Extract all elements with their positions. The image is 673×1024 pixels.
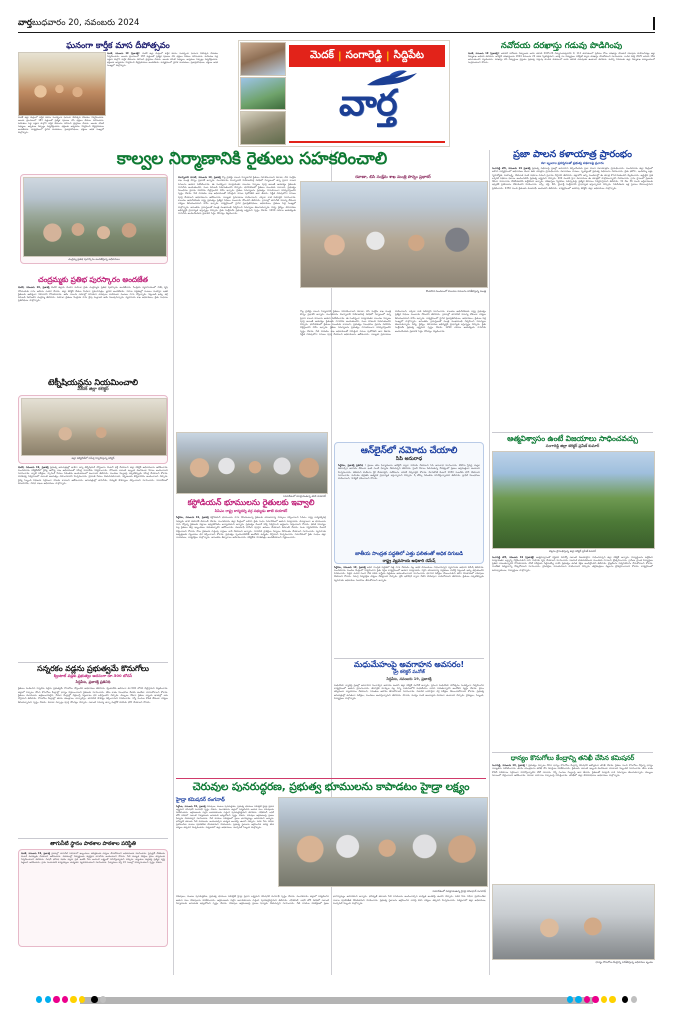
headline-technicians: టెక్నీషియన్లను నియమించాలి [48, 377, 138, 387]
body-chandramma [18, 286, 168, 382]
paper-name-small: వార్త [18, 18, 32, 28]
teaser-body-navodaya: జవహర్ నవోదయ విద్యాలయ ఆరవ తరగతి 2025-26 విద్యాసంవత్సరానికి 9, 112 తరగతులలో ప్రవేశాల కోసం దరఖాస్తు చేసుకునే గడువును పొడిగించినట్లు జిల్లా విద్యాశాఖ అధికారి తెలిపారు. ఆన్‌లైన్ దరఖాస్తులను 2024 డిసెంబరు 20 వరకు స్వీకరిస్తామని, ఆసక్తి గల విద్యార్థులు వెబ్‌సైట్ ద్వారా దరఖాస్తు చేసుకోవాలని సూచించారు. ఎంపిక పరీక్ష 2025 జనవరి 18న జరుగుతుందని వెల్లడించారు. దరఖాస్తు చేసే విద్యార్థులు ప్రస్తుతం ప్రభుత్వ గుర్తింపు పొందిన పాఠశాలలో ఐదవ తరగతి చదువుతూ ఉండాలని తెలిపారు. మరిన్ని వివరాలకు జిల్లా విద్యాశాఖ కార్యాలయంలో సంప్రదించాలని కోరారు. [468, 52, 655, 65]
divider-hydra [176, 778, 486, 779]
photo-hydra [278, 797, 488, 887]
article-paddy [18, 662, 168, 825]
reg-dot-cyan-3 [567, 996, 573, 1003]
teaser-karthika [18, 40, 218, 134]
reg-dot-magenta-2 [62, 996, 68, 1003]
body-text-density: అధిక సాంద్రత పద్ధతిలో పత్తి సాగు చేయడం వల్ల అధిక దిగుబడులు సాధించవచ్చని వ్యవసాయ అధికారి రమేష్ తెలిపారు. మంగళవారం మండల కేంద్రంలో నిర్వహించిన రైతు శిక్షణ కార్యక్రమంలో ఆయన మాట్లాడారు. సరైన యాజమాన్య పద్ధతులు పాటిస్తే పెట్టుబడి ఖర్చు తగ్గుతుందని వివరించారు. విత్తన ఎంపిక నుంచి కోత వరకు శాస్త్రీయ పద్ధతులు అవలంబించాలని సూచించారు. భూసార పరీక్షలు చేయించుకుని తగిన మోతాదులో ఎరువులు వేయాలని కోరారు. సమగ్ర సస్యరక్షణ చర్యలు చేపట్టాలని చెప్పారు. డ్రిప్ ఇరిగేషన్ ద్వారా నీటిని పొదుపుగా వాడుకోవాలని తెలిపారు. రైతులు ఎప్పటికప్పుడు వ్యవసాయ అధికారుల సలహాలు తీసుకోవాలని అన్నారు. [334, 565, 484, 582]
subhead-paddy: క్వింటాల్ వడ్లకు ప్రభుత్వం అదనంగా రూ.500 బోనస్ [53, 673, 133, 679]
body-hydra-2 [176, 895, 486, 977]
reg-dot-magenta-4 [592, 996, 598, 1003]
divider-confidence [492, 432, 653, 433]
column-rule-3 [489, 150, 490, 975]
dateline-grain: సంగారెడ్డి, నవంబరు 19, ప్రజాశక్తి : [492, 764, 528, 768]
column-4 [492, 150, 655, 975]
kicker-kalayatra: కళా బృందాల ప్రదర్శనలతో ప్రభుత్వ పథకాలపై ప్రచారం [541, 160, 604, 165]
headline-density: జాతీయ సాంద్రత పద్ధతిలో ఎత్తు ఫలితంతో అధిక దిగుబడి [355, 551, 463, 557]
teaser-navodaya [468, 40, 655, 138]
headline-water: తాగునీటి స్థానం పాఠశాల పాఠశాల పరిస్థితి [50, 840, 136, 847]
body-text-hydra-1: చెరువులు, కుంటల పునరుద్ధరణ, ప్రభుత్వ భూముల పరిరక్షణే హైడ్రా ప్రధాన లక్ష్యమని కమిషనర్ రంగనాథ్ స్పష్టం చేశారు. మంగళవారం జిల్లాలో పర్యటించిన ఆయన పలు చెరువులను పరిశీలించారు. ఆక్రమణలకు గురైన జలాశయాలను గుర్తించి పునరుద్ధరిస్తామని తెలిపారు. ఎఫ్‌టిఎల్, బఫర్ జోన్ పరిధిలో ఎలాంటి నిర్మాణాలకు అనుమతి ఇవ్వబోమని స్పష్టం చేశారు. చెరువుల ఆక్రమణలపై ప్రజలు ఫిర్యాదు చేయవచ్చని సూచించారు. నీటి వనరుల పరిరక్షణలో ప్రజల భాగస్వామ్యం అవసరమని అన్నారు. భవిష్యత్ తరాలకు నీటి వనరులను అందించాల్సిన బాధ్యత అందరిపై ఉందని చెప్పారు. వరద నీరు సాఫీగా ప్రవహించేలా నాలాల పూడికతీత చేపడతామని వివరించారు. ప్రభుత్వ స్థలాలను ఆక్రమించిన వారిపై కఠిన చర్యలు తప్పవని హెచ్చరించారు. పర్యటనలో జిల్లా అధికారులు, మున్సిపల్ సిబ్బంది పాల్గొన్నారు. [176, 804, 274, 830]
dateline-diabetes-sub: సిద్దిపేట, నవంబరు 19, ప్రజాశక్తి [386, 676, 432, 681]
article-density [334, 552, 484, 658]
body-text-hydra-2: చెరువులు, కుంటల పునరుద్ధరణ, ప్రభుత్వ భూముల పరిరక్షణే హైడ్రా ప్రధాన లక్ష్యమని కమిషనర్ రంగనాథ్ స్పష్టం చేశారు. మంగళవారం జిల్లాలో పర్యటించిన ఆయన పలు చెరువులను పరిశీలించారు. ఆక్రమణలకు గురైన జలాశయాలను గుర్తించి పునరుద్ధరిస్తామని తెలిపారు. ఎఫ్‌టిఎల్, బఫర్ జోన్ పరిధిలో ఎలాంటి నిర్మాణాలకు అనుమతి ఇవ్వబోమని స్పష్టం చేశారు. చెరువుల ఆక్రమణలపై ప్రజలు ఫిర్యాదు చేయవచ్చని సూచించారు. నీటి వనరుల పరిరక్షణలో ప్రజల భాగస్వామ్యం అవసరమని అన్నారు. భవిష్యత్ తరాలకు నీటి వనరులను అందించాల్సిన బాధ్యత అందరిపై ఉందని చెప్పారు. వరద నీరు సాఫీగా ప్రవహించేలా నాలాల పూడికతీత చేపడతామని వివరించారు. ప్రభుత్వ స్థలాలను ఆక్రమించిన వారిపై కఠిన చర్యలు తప్పవని హెచ్చరించారు. పర్యటనలో జిల్లా అధికారులు, మున్సిపల్ సిబ్బంది పాల్గొన్నారు. [176, 895, 486, 905]
subhead-hydra: హైడ్రా కమిషనర్ రంగనాథ్ [176, 796, 225, 803]
headline-online: ఆన్‌లైన్‌లో నమోదు చేయాలి [360, 446, 458, 456]
headline-paddy: సన్నరకం వడ్లను ప్రభుత్వమే కొనుగోలు [37, 663, 149, 673]
body-density [334, 566, 484, 658]
headline-grain: ధాన్యం కొనుగోలు కేంద్రాన్ని తనిఖీ చేసిన కమిషనర్ [510, 753, 635, 762]
body-hydra-1 [176, 805, 274, 887]
reg-dot-black-2 [622, 996, 628, 1003]
body-custodian [176, 516, 326, 806]
divider-water [18, 838, 168, 839]
article-kalayatra [492, 150, 653, 435]
headline-hydra: చెరువుల పునరుద్ధరణ, ప్రభుత్వ భూములను కాపాడటం హైడ్రా లక్ష్యం [192, 781, 470, 793]
logo-thumb-temple [240, 42, 286, 76]
photo-technicians [21, 398, 167, 456]
masthead-bar [18, 18, 655, 33]
reg-dot-grey [100, 996, 106, 1003]
dateline-water: మెదక్, నవంబరు 19, ప్రజాశక్తి [21, 851, 50, 855]
caption-custodian: సమావేశంలో మాట్లాడుతున్న తాటి దయాకర్ [283, 495, 326, 499]
edition-separator-2: | [386, 50, 390, 62]
article-chandramma [18, 276, 168, 382]
reg-dot-cyan-4 [575, 996, 581, 1003]
dateline-chandramma: మెదక్, నవంబరు 19, ప్రజాశక్తి [18, 286, 50, 290]
reg-dot-cyan-1 [36, 996, 42, 1003]
caption-hydra: సమావేశంలో మాట్లాడుతున్న హైడ్రా కమిషనర్ రంగనాథ్ [432, 890, 486, 894]
teaser-body-karthika: మెదక్ జిల్లా కేంద్రంలో కార్తీక మాసం సందర్భంగా ఘనంగా దీపోత్సవ వేడుకలు నిర్వహించారు. ఆలయ ప్రాంగణంలో 183 వత్తులతో ప్రత్యేక పూజలు చేసి భక్తులు దీపాలు వెలిగించారు. మహిళలు పెద్ద ఎత్తున పాల్గొని కార్తీక దీపాలను వెలిగించి ప్రార్థనలు చేశారు. ఆలయ కమిటీ సభ్యులు, అర్చకులు ఏర్పాట్లు పర్యవేక్షించారు. భక్తులకు అన్నదానం నిర్వహించి తీర్థప్రసాదాలు అందజేశారు. కార్యక్రమంలో స్థానిక నాయకులు, ప్రజాప్రతినిధులు, భక్తులు అధిక సంఖ్యలో పాల్గొన్నారు. [107, 52, 218, 68]
divider-paddy [18, 662, 168, 663]
photo-grain [492, 884, 655, 960]
subhead-density: రాష్ట్ర వ్యవసాయ అధికారి రమేష్ [382, 557, 436, 563]
body-technicians [18, 466, 168, 622]
headline-diabetes: మధుమేహంపై అవగాహన అవసరం! [353, 659, 465, 669]
page-number-mark [653, 17, 655, 30]
subhead-technicians: మెదక్ జిల్లా కలెక్టర్ [77, 387, 109, 393]
edition-siddipet: సిద్దిపేట [393, 48, 425, 61]
dateline-online: సిద్దిపేట, ప్రజాశక్తి ప్రతినిధి : [338, 464, 366, 468]
masthead-logo-block [238, 40, 450, 147]
dateline-hydra: సిద్దిపేట, నవంబరు 19, ప్రజాశక్తి [176, 804, 206, 808]
article-water [18, 838, 168, 947]
caption-technicians: జిల్లా కలెక్టరేట్‌లో సమీక్ష నిర్వహిస్తున్న కలెక్టర్ [71, 457, 115, 461]
dateline-custodian: సిద్దిపేట, నవంబరు 19, ప్రజాశక్తి [176, 516, 209, 520]
body-water [21, 852, 165, 944]
body-text-kalayatra: ప్రభుత్వ పథకాలపై ప్రజల్లో అవగాహన కల్పించేందుకు ప్రజా పాలన కళాయాత్రను ప్రారంభించారు. మంగళవారం జిల్లా కేంద్రంలో జరిగిన కార్యక్రమంలో అధికారులు జెండా ఊపి యాత్రను ప్రారంభించారు. కళాకారులు పాటలు, నృత్యాలతో ప్రభుత్వ పథకాలను వివరించారు. రైతు భరోసా, ఇందిరమ్మ ఇళ్లు, గృహజ్యోతి, మహాలక్ష్మి, చేయూత వంటి పథకాల గురించి ప్రచారం చేస్తారని తెలిపారు. జిల్లాలోని అన్ని మండలాల్లో ఈ యాత్ర కొనసాగుతుందని వెల్లడించారు. అర్హులైన ప్రతి ఒక్కరికీ పథకాల ఫలాలు అందించడమే ప్రభుత్వ లక్ష్యమని చెప్పారు. 200 మందికి పైగా కళాకారులు ఈ యాత్రలో పాల్గొంటున్నారని వివరించారు. గ్రామ స్థాయిలో ప్రజలకు నేరుగా సమాచారం చేరవేయడమే ఉద్దేశమని అన్నారు. దరఖాస్తుల స్వీకరణ, పరిష్కారంపై ప్రత్యేక శిబిరాలు నిర్వహిస్తామని తెలిపారు. 31 వేల 36 మంది లబ్ధిదారులకు ఇప్పటికే ప్రయోజనం చేకూరిందని వివరించారు. ఎస్సీ, ఎస్టీ, బీసీ, మైనార్టీ సంక్షేమానికి ప్రాధాన్యత ఇస్తున్నామని చెప్పారు. నిరుపేదలకు ఇళ్ల స్థలాలు కేటాయిస్తామని ప్రకటించారు. 4350 మంది రైతులకు రుణమాఫీ అందిందని తెలిపారు. కార్యక్రమంలో అదనపు కలెక్టర్, జిల్లా అధికారులు పాల్గొన్నారు. [492, 166, 653, 190]
article-confidence [492, 432, 653, 722]
subhead-confidence: సంగారెడ్డి జిల్లా కలెక్టర్ ప్రవీణ్ కుమార్ [545, 443, 600, 449]
masthead-date: బుధవారం 20, నవంబరు 2024 [31, 18, 140, 28]
subhead-online: సిపి అనురాధ [395, 456, 423, 463]
reg-dot-yellow-4 [609, 996, 615, 1003]
teaser-photo-left [18, 52, 106, 116]
lead-body-text-1: గొల్ల ప్రాజెక్టు కాలువ నిర్మాణానికి రైతులు సహకరించాలని రవాణా, బిసి సంక్షేమ శాఖ మంత్రి పొన్నం ప్రభాకర్ అన్నారు. మంగళవారం హుస్నాబాద్ నియోజకవర్గ పరిధిలో నిర్మాణంలో ఉన్న ప్రధాన కాలువ పనులను ఆయన పరిశీలించారు. ఈ సందర్భంగా మాట్లాడుతూ కాలువల నిర్మాణం పూర్తి అయితే ఆయకట్టు రైతులకు సాగునీరు అందుతుందని, పంట దిగుబడి పెరుగుతుందని చెప్పారు. భూసేకరణలో రైతులు ముందుకు రావాలని, ప్రభుత్వం నిబంధనల ప్రకారం పరిహారం చెల్లిస్తుందని హామీ ఇచ్చారు. రైతుల సమస్యలను ప్రభుత్వం సానుకూలంగా పరిష్కరిస్తుందని స్పష్టం చేశారు. నీటి పారుదల శాఖ అధికారులతో సమీక్షించి పనుల పురోగతిని ఆరా తీశారు. నిర్ణీత గడువులోగా పనులు పూర్తి చేయాలని అధికారులను ఆదేశించారు. నాణ్యతా ప్రమాణాలు పాటించాలని, ఎక్కడా రాజీ పడవద్దని సూచించారు. కాలువల ఆధునీకరణకు రాష్ట్ర ప్రభుత్వం ప్రత్యేక నిధులు మంజూరు చేసిందని తెలిపారు. గ్రామాల్లో తాగునీటి సమస్య లేకుండా చర్యలు తీసుకుంటామని హామీ ఇచ్చారు. కార్యక్రమంలో స్థానిక ప్రజాప్రతినిధులు, అధికారులు, రైతులు పెద్ద సంఖ్యలో పాల్గొన్నారు. అనంతరం గ్రామస్థులతో మంత్రి ముఖాముఖి నిర్వహించి సమస్యలు తెలుసుకున్నారు. విద్య, వైద్యం, రహదారుల అభివృద్ధికి ప్రాధాన్యత ఇస్తున్నట్లు చెప్పారు. రైతు సంక్షేమమే ప్రభుత్వ లక్ష్యమని స్పష్టం చేశారు. 1290 ఎకరాల ఆయకట్టుకు సాగునీరు అందించేందుకు ప్రణాళిక సిద్ధం చేసినట్లు వెల్లడించారు. [178, 176, 296, 216]
body-paddy [18, 687, 168, 825]
body-text-online: ప్రజలు తమ ఫిర్యాదులను ఆన్‌లైన్ ద్వారా నమోదు చేయాలని సిపి అనురాధ సూచించారు. పోలీసు స్టేషన్ల చుట్టూ తిరగాల్సిన అవసరం లేకుండా ఇంటి నుంచే ఫిర్యాదు చేయవచ్చని తెలిపారు. సైబర్ నేరాలు పెరుగుతున్న నేపథ్యంలో ప్రజలు అప్రమత్తంగా ఉండాలని హెచ్చరించారు. తెలియని లింక్‌లను క్లిక్ చేయవద్దని, ఓటీపీలను ఎవరికీ చెప్పవద్దని కోరారు. మోసపోతే వెంటనే 1930 నంబర్‌కు ఫోన్ చేయాలని సూచించారు. మహిళల భద్రతకు అత్యధిక ప్రాధాన్యత ఇస్తున్నామని చెప్పారు. షీ టీమ్స్ నిరంతరం పనిచేస్తున్నాయని తెలిపారు. ట్రాఫిక్ నిబంధనలు పాటించాలని, హెల్మెట్ ధరించాలని కోరారు. [338, 464, 480, 481]
body-text-custodian: కస్టోడియన్ భూములను సాగు చేసుకుంటున్న రైతులకు యాజమాన్య హక్కులు కల్పించాలని సిపిఎం రాష్ట్ర కార్యదర్శివర్గ సభ్యుడు తాటి దయాకర్ డిమాండ్ చేశారు. మంగళవారం జిల్లా కేంద్రంలో జరిగిన రైతు సంఘ సమావేశంలో ఆయన మాట్లాడారు. దశాబ్దాలుగా ఆ భూములను సాగు చేస్తున్న రైతులకు పట్టాలు ఇవ్వకపోవడం అన్యాయమని అన్నారు. ప్రభుత్వం వెంటనే సర్వే నిర్వహించి అర్హులను గుర్తించాలని కోరారు. ధరణి సమస్యల వల్ల రైతులు తీవ్ర ఇబ్బందులు పడుతున్నారని ఆరోపించారు. రుణమాఫీ హామీని పూర్తిగా అమలు చేయాలని డిమాండ్ చేశారు. పంట నష్టపరిహారం వెంటనే చెల్లించాలని కోరారు. కౌలు రైతులకు గుర్తింపు కార్డులు జారీ చేయాలని అన్నారు. సాగునీటి ప్రాజెక్టుల నిర్మాణం వేగవంతం చేయాలని సూచించారు. వ్యవసాయ ఉత్పత్తులకు గిట్టుబాటు ధర కల్పించాలని కోరారు. ప్రభుత్వం స్పందించకపోతే ఆందోళన ఉధృతం చేస్తామని హెచ్చరించారు. సమావేశంలో రైతు సంఘం జిల్లా నాయకులు, కార్యకర్తలు పాల్గొన్నారు. అనంతరం తీర్మానాలు ఆమోదించారు. కలెక్టర్‌కు వినతిపత్రం అందజేయాలని నిర్ణయించారు. [176, 516, 326, 540]
reg-dot-yellow-1 [70, 996, 76, 1003]
body-text-chandramma: మెదక్ జిల్లాకు చెందిన మహిళా రైతు చంద్రమ్మకు ప్రతిభ పురస్కారం అందజేశారు. సేంద్రియ వ్యవసాయంలో విశేష కృషి చేసినందుకు గాను ఆమెను ఎంపిక చేశారు. జిల్లా కలెక్టర్ చేతుల మీదుగా ప్రశంసాపత్రం, జ్ఞాపిక అందజేశారు. సహజ పద్ధతుల్లో పంటలు పండిస్తూ ఇతర రైతులకు ఆదర్శంగా నిలిచారని కొనియాడారు. ఆమె నాలుగు ఎకరాల్లో రసాయన ఎరువులు వాడకుండా పంటలు సాగు చేస్తున్నారు. పెట్టుబడి ఖర్చు తగ్గి దిగుబడి పెరిగిందని చంద్రమ్మ తెలిపారు. మహిళా రైతులు సేంద్రియ సాగు వైపు మళ్లాలని ఆమె పిలుపునిచ్చారు. వ్యవసాయ శాఖ అధికారులు, రైతు సంఘాల ప్రతినిధులు పాల్గొన్నారు. [18, 286, 168, 303]
logo-photo-strip [240, 42, 286, 145]
teaser-headline-navodaya: నవోదయ దరఖాస్తు గడువు పొడిగింపు [500, 40, 623, 50]
teaser-headline-karthika: ఘనంగా కార్తీక మాస దీపోత్సవం [66, 40, 170, 50]
reg-dot-black [91, 996, 97, 1003]
article-custodian [176, 432, 326, 806]
masthead-dateline [18, 18, 139, 30]
teaser-text-navodaya [468, 52, 655, 138]
content-frame [18, 150, 655, 975]
subhead-diabetes: డ్రై కలెక్టర్ మనోజ్ [393, 669, 425, 675]
dateline-kalayatra: సంగారెడ్డి టౌన్, నవంబరు 19 ప్రజాశక్తి [492, 166, 531, 170]
headline-confidence: ఆత్మవిశ్వాసం ఉంటే విజయాలు సాధించవచ్చు [507, 433, 638, 443]
article-diabetes [334, 658, 484, 798]
article-grain [492, 752, 653, 964]
reg-dot-magenta-3 [584, 996, 590, 1003]
headline-kalayatra: ప్రజా పాలన కళాయాత్ర ప్రారంభం [513, 149, 632, 160]
headline-custodian: కస్టోడియన్ భూములను రైతులకు ఇవ్వాలి [187, 498, 315, 508]
reg-dot-yellow-3 [601, 996, 607, 1003]
body-confidence [492, 556, 653, 722]
divider-diabetes [334, 658, 484, 659]
column-rule-1 [173, 150, 174, 975]
lead-body-text-2: గొల్ల ప్రాజెక్టు కాలువ నిర్మాణానికి రైతులు సహకరించాలని రవాణా, బిసి సంక్షేమ శాఖ మంత్రి పొన్నం ప్రభాకర్ అన్నారు. మంగళవారం హుస్నాబాద్ నియోజకవర్గ పరిధిలో నిర్మాణంలో ఉన్న ప్రధాన కాలువ పనులను ఆయన పరిశీలించారు. ఈ సందర్భంగా మాట్లాడుతూ కాలువల నిర్మాణం పూర్తి అయితే ఆయకట్టు రైతులకు సాగునీరు అందుతుందని, పంట దిగుబడి పెరుగుతుందని చెప్పారు. భూసేకరణలో రైతులు ముందుకు రావాలని, ప్రభుత్వం నిబంధనల ప్రకారం పరిహారం చెల్లిస్తుందని హామీ ఇచ్చారు. రైతుల సమస్యలను ప్రభుత్వం సానుకూలంగా పరిష్కరిస్తుందని స్పష్టం చేశారు. నీటి పారుదల శాఖ అధికారులతో సమీక్షించి పనుల పురోగతిని ఆరా తీశారు. నిర్ణీత గడువులోగా పనులు పూర్తి చేయాలని అధికారులను ఆదేశించారు. నాణ్యతా ప్రమాణాలు పాటించాలని, ఎక్కడా రాజీ పడవద్దని సూచించారు. కాలువల ఆధునీకరణకు రాష్ట్ర ప్రభుత్వం ప్రత్యేక నిధులు మంజూరు చేసిందని తెలిపారు. గ్రామాల్లో తాగునీటి సమస్య లేకుండా చర్యలు తీసుకుంటామని హామీ ఇచ్చారు. కార్యక్రమంలో స్థానిక ప్రజాప్రతినిధులు, అధికారులు, రైతులు పెద్ద సంఖ్యలో పాల్గొన్నారు. అనంతరం గ్రామస్థులతో మంత్రి ముఖాముఖి నిర్వహించి సమస్యలు తెలుసుకున్నారు. విద్య, వైద్యం, రహదారుల అభివృద్ధికి ప్రాధాన్యత ఇస్తున్నట్లు చెప్పారు. రైతు సంక్షేమమే ప్రభుత్వ లక్ష్యమని స్పష్టం చేశారు. 1290 ఎకరాల ఆయకట్టుకు సాగునీరు అందించేందుకు ప్రణాళిక సిద్ధం చేసినట్లు వెల్లడించారు. [300, 310, 486, 337]
edition-band [289, 45, 445, 67]
body-text-paddy: రైతులు పండించిన సన్నరకం వడ్లను ప్రభుత్వమే కొనుగోలు చేస్తుందని అధికారులు తెలిపారు. క్వింటాల్‌కు అదనంగా రూ.500 బోనస్ చెల్లిస్తామని వెల్లడించారు. జిల్లాలో ఏర్పాటు చేసిన కొనుగోలు కేంద్రాల్లో ధాన్యం విక్రయించాలని రైతులకు సూచించారు. తేమ శాతం నిబంధనల మేరకు ఉండేలా చూసుకోవాలని కోరారు. రైతులు దళారులను ఆశ్రయించవద్దని, నేరుగా కేంద్రాల్లో విక్రయిస్తే గిట్టుబాటు ధర లభిస్తుందని చెప్పారు. డబ్బులు నేరుగా రైతుల బ్యాంకు ఖాతాల్లో జమ చేస్తామని తెలిపారు. కొనుగోలు కేంద్రాల్లో తూకం యంత్రాలు, టార్పాలిన్లు, తాగునీటి సౌకర్యం కల్పించామని వివరించారు. గన్నీ సంచుల కొరత లేకుండా చర్యలు తీసుకున్నామని స్పష్టం చేశారు. రవాణా ఏర్పాట్లు పూర్తి చేసినట్లు చెప్పారు. ఎలాంటి సమస్య ఉన్నా కంట్రోల్ రూమ్‌కు ఫోన్ చేయాలని కోరారు. [18, 687, 168, 704]
body-online [338, 464, 480, 560]
edition-sangareddy: సంగారెడ్డి [345, 48, 383, 61]
edition-separator-1: | [337, 50, 342, 62]
registration-footer [18, 996, 655, 1005]
body-kalayatra [492, 167, 653, 435]
paper-logo-wordmark [291, 71, 445, 137]
lead-photo-caption-left: చంద్రమ్మ ప్రతిభ పురస్కారం అందజేస్తున్న అధికారులు [68, 258, 120, 262]
dateline-confidence: సంగారెడ్డి టౌన్, నవంబరు 19 (ప్రజాశక్తి) [492, 555, 535, 559]
lead-headline: కాల్వల నిర్మాణానికి రైతులు సహకరించాలి [116, 149, 388, 169]
lead-dateline: హుస్నాబాద్ రూరల్, నవంబరు 19, ప్రజాశక్తి [178, 176, 221, 179]
logo-thumb-monument [240, 111, 286, 145]
logo-thumb-lake [240, 77, 286, 111]
article-online [334, 442, 484, 564]
dateline-paddy-sub: సిద్దిపేట, ప్రజాశక్తి ప్రతినిధి [75, 680, 111, 685]
divider-grain [492, 752, 653, 753]
logo-underline [289, 141, 445, 143]
body-text-technicians: ప్రభుత్వ ఆసుపత్రుల్లో ఖాళీగా ఉన్న టెక్నీషియన్ పోస్టులను వెంటనే భర్తీ చేయాలని జిల్లా కలెక్టర్ అధికారులను ఆదేశించారు. మంగళవారం కలెక్టరేట్‌లో వైద్య ఆరోగ్య శాఖ అధికారులతో సమీక్ష సమావేశం నిర్వహించారు. రోగులకు ఎలాంటి ఇబ్బంది కలగకుండా సేవలు అందించాలని సూచించారు. ల్యాబ్ పరీక్షలు, స్కానింగ్ సేవలు నిరంతరం అందుబాటులో ఉంచాలని తెలిపారు. మందుల నిల్వలపై ఎప్పటికప్పుడు సమీక్ష చేయాలని కోరారు. పారిశుధ్య నిర్వహణలో ఎలాంటి అలసత్వం వహించరాదని హెచ్చరించారు. ప్రసూతి సేవలు మెరుగుపరచాలని, గర్భిణులకు పౌష్టికాహారం అందించాలని చెప్పారు. వైద్య సిబ్బంది విధులకు సక్రమంగా హాజరు కావాలని ఆదేశించారు. ఆసుపత్రుల్లో తాగునీరు, విద్యుత్ సౌకర్యాలు కల్పించాలని సూచించారు. సమావేశంలో డిఎంహెచ్ఓ, వివిధ శాఖల అధికారులు పాల్గొన్నారు. [18, 465, 168, 486]
photo-confidence [492, 451, 655, 549]
column-1 [18, 150, 170, 975]
body-text-diabetes: మధుమేహ వ్యాధిపై ప్రజల్లో అవగాహన పెంచాల్సిన అవసరం ఉందని జిల్లా కలెక్టర్ మనోజ్ అన్నారు. ప్రపంచ మధుమేహ దినోత్సవం సందర్భంగా నిర్వహించిన కార్యక్రమంలో ఆయన ప్రసంగించారు. జీవనశైలి మార్పుల వల్ల చిన్న వయసులోనే మధుమేహం బారిన పడుతున్నారని ఆందోళన వ్యక్తం చేశారు. క్రమం తప్పకుండా వ్యాయామం చేయాలని, సమతుల ఆహారం తీసుకోవాలని సూచించారు. ఏడాదికి ఒకసారైనా రక్త పరీక్షలు చేయించుకోవాలని కోరారు. ప్రభుత్వ ఆసుపత్రుల్లో ఉచితంగా పరీక్షలు, మందులు అందిస్తున్నామని తెలిపారు. పొగాకు, మద్యం వంటి అలవాట్లకు దూరంగా ఉండాలని చెప్పారు. వైద్యులు, సిబ్బంది, విద్యార్థులు పాల్గొన్నారు. [334, 683, 484, 700]
headline-chandramma: చంద్రమ్మకు ప్రతిభ పురస్కారం అందజేత [38, 275, 148, 284]
article-technicians [18, 378, 168, 622]
body-text-water: గ్రామాల్లో తాగునీటి సరఫరాలో ఇబ్బందులు తలెత్తకుండా చర్యలు తీసుకోవాలని అధికారులకు సూచించారు. పైపులైన్ లీకేజీలను వెంటనే మరమ్మతు చేయాలని ఆదేశించారు. పాఠశాలల్లో విద్యార్థులకు శుద్ధమైన తాగునీరు అందించాలని కోరారు. నీటి నాణ్యత పరీక్షలు క్రమం తప్పకుండా నిర్వహించాలని తెలిపారు. మిషన్ భగీరథ పథకం ద్వారా ప్రతి ఇంటికీ నీరు అందించే లక్ష్యంతో పనిచేస్తున్నామని చెప్పారు. ట్యాంకుల శుభ్రతపై ప్రత్యేక దృష్టి పెట్టాలని ఆదేశించారు. గ్రామ పంచాయతీ కార్యదర్శులు బాధ్యతగా వ్యవహరించాలని సూచించారు. ఫిర్యాదులు వస్తే 24 గంటల్లో పరిష్కరించాలని స్పష్టం చేశారు. [21, 851, 165, 864]
caption-confidence: చెట్లను ప్రారంభిస్తున్న జిల్లా కలెక్టర్ ప్రవీణ్ కుమార్ [548, 550, 597, 554]
caption-grain: ధాన్యం కొనుగోలు కేంద్రాన్ని పరిశీలిస్తున్న అధికారుల బృందం [595, 961, 653, 965]
reg-dot-grey-2 [631, 996, 637, 1003]
registration-dots-right [567, 996, 637, 1003]
dateline-technicians: మెదక్, నవంబరు 19, ప్రజాశక్తి [18, 465, 49, 469]
paper-logo-text: వార్త [338, 83, 398, 124]
photo-custodian [176, 432, 328, 494]
registration-bar [80, 997, 593, 1004]
body-text-confidence: ఆత్మవిశ్వాసంతో కష్టపడి పనిచేస్తే ఎలాంటి విజయాలైనా సాధించవచ్చని జిల్లా కలెక్టర్ అన్నారు. విద్యార్థులను ఉద్దేశించి మాట్లాడుతూ లక్ష్యాన్ని నిర్దేశించుకుని దాని సాధనకు కృషి చేయాలని సూచించారు. ఓటమికి భయపడకుండా ముందుకు సాగాలని ప్రోత్సహించారు. గ్రామీణ ప్రాంత విద్యార్థులు ప్రతిభ చాటుతున్నారని కొనియాడారు. పోటీ పరీక్షలకు సిద్ధమయ్యే వారికి ప్రభుత్వం ఉచిత శిక్షణ అందిస్తోందని తెలిపారు. లైబ్రరీలను సద్వినియోగం చేసుకోవాలని కోరారు. సాంకేతిక పరిజ్ఞానాన్ని నేర్చుకోవాలని సూచించారు. క్రమశిక్షణ, సమయపాలన పాటించాలని చెప్పారు. తల్లిదండ్రులు పిల్లలను ప్రోత్సహించాలని కోరారు. కార్యక్రమంలో ఉపాధ్యాయులు, విద్యార్థులు పాల్గొన్నారు. [492, 555, 653, 572]
reg-dot-yellow-2 [79, 996, 85, 1003]
reg-dot-cyan-2 [45, 996, 51, 1003]
subhead-custodian: సిపిఎం రాష్ట్ర కార్యదర్శి వర్గ సభ్యుడు తాటి దయాకర్ [214, 509, 288, 514]
teaser-body-karthika-cont: మెదక్ జిల్లా కేంద్రంలో కార్తీక మాసం సందర్భంగా ఘనంగా దీపోత్సవ వేడుకలు నిర్వహించారు. ఆలయ ప్రాంగణంలో 183 వత్తులతో ప్రత్యేక పూజలు చేసి భక్తులు దీపాలు వెలిగించారు. మహిళలు పెద్ద ఎత్తున పాల్గొని కార్తీక దీపాలను వెలిగించి ప్రార్థనలు చేశారు. ఆలయ కమిటీ సభ్యులు, అర్చకులు ఏర్పాట్లు పర్యవేక్షించారు. భక్తులకు అన్నదానం నిర్వహించి తీర్థప్రసాదాలు అందజేశారు. కార్యక్రమంలో స్థానిక నాయకులు, ప్రజాప్రతినిధులు, భక్తులు అధిక సంఖ్యలో పాల్గొన్నారు. [18, 116, 104, 134]
dateline-density: సిద్దిపేట, నవంబరు 19, ప్రజాశక్తి [334, 565, 366, 569]
lead-kicker: రవాణా, బిసి సంక్షేమ శాఖ మంత్రి పొన్నం ప్రభాకర్ [355, 174, 431, 179]
lead-photo-caption-center: కొండపాక మండలంలో కాలువల పనులను పరిశీలిస్తున్న మంత్రి [426, 289, 486, 293]
reg-dot-magenta-1 [53, 996, 59, 1003]
article-hydra [176, 778, 486, 977]
registration-dots-left [36, 996, 106, 1003]
teaser-dateline-karthika: మెదక్, నవంబరు 19 (ప్రజాశక్తి): [107, 52, 141, 55]
body-text-grain: ప్రభుత్వం ఏర్పాటు చేసిన ధాన్యం కొనుగోలు కేంద్రాన్ని కమిషనర్ ఆకస్మికంగా తనిఖీ చేశారు. రైతుల నుంచి కొనుగోలు చేస్తున్న ధాన్యం నాణ్యతను పరిశీలించారు. తూకం యంత్రాలను తనిఖీ చేసి రికార్డులు పరిశీలించారు. రైతులకు ఎలాంటి ఇబ్బంది కలగకుండా చూడాలని సిబ్బందికి సూచించారు. తేమ శాతం కొలిచే పరికరాలు సక్రమంగా పనిచేస్తున్నాయో లేదో చూశారు. గన్నీ సంచుల నిల్వలపై ఆరా తీశారు. రైతులతో మాట్లాడి వారి సమస్యలు తెలుసుకున్నారు. డబ్బులు సకాలంలో చెల్లించాలని ఆదేశించారు. రవాణా వాహనాల ఏర్పాటుపై సమీక్షించారు. తనిఖీలో జిల్లా పౌరసరఫరాల అధికారులు పాల్గొన్నారు. [492, 764, 653, 777]
teaser-dateline-navodaya: మెదక్, నవంబరు 19 (ప్రజాశక్తి): [468, 52, 500, 55]
body-grain [492, 764, 653, 882]
edition-medak: మెదక్ [309, 48, 334, 61]
